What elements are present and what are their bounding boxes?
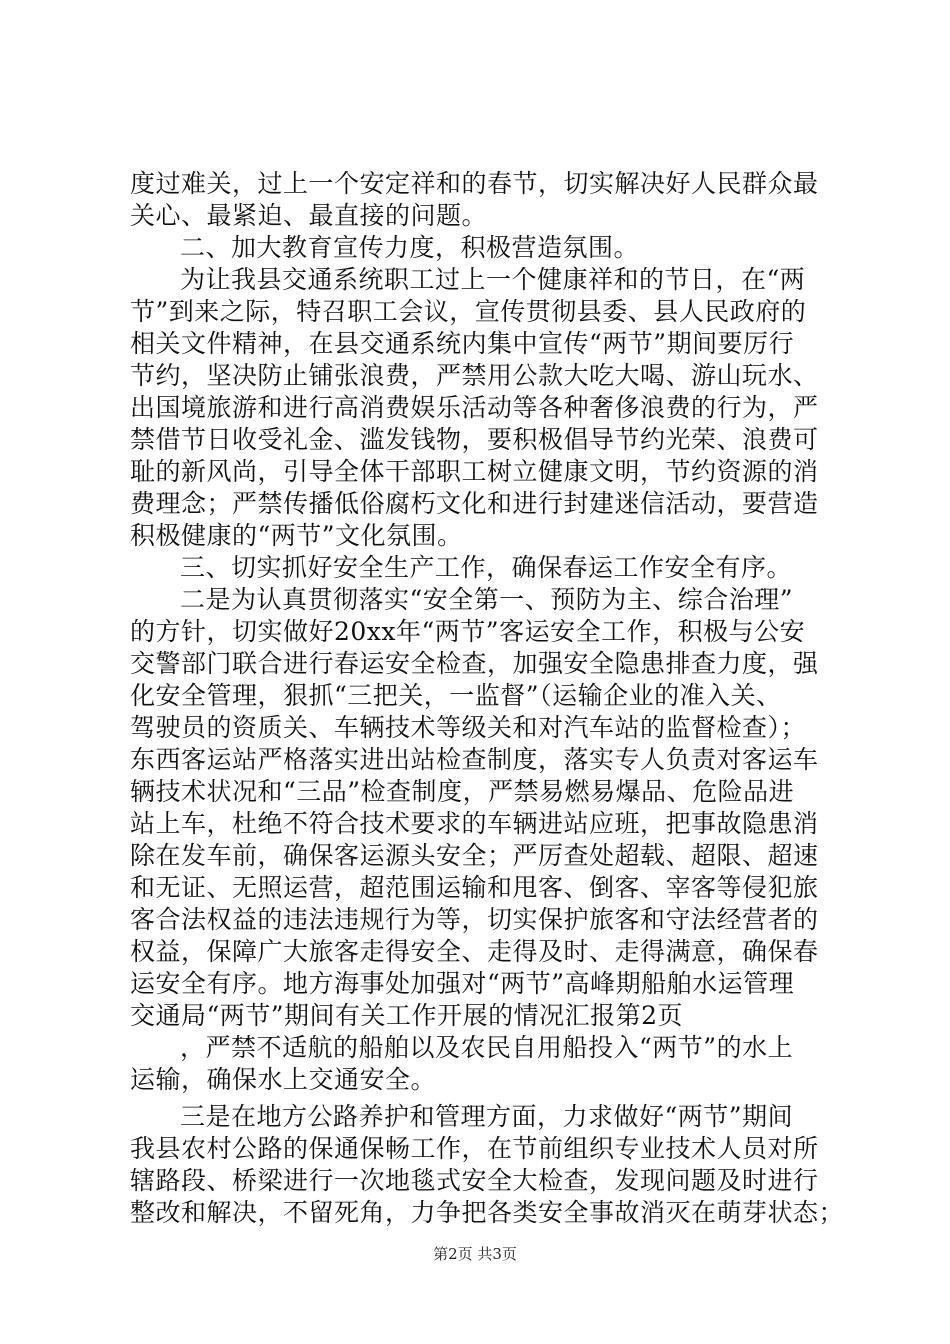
text-line: 三、切实抓好安全生产工作，确保春运工作安全有序。 (180, 553, 793, 582)
text-line: 辆技术状况和“三品”检查制度，严禁易燃易爆品、危险品进 (130, 777, 795, 806)
text-line: 费理念；严禁传播低俗腐朽文化和进行封建迷信活动，要营造 (130, 489, 819, 518)
text-line: 积极健康的“两节”文化氛围。 (130, 521, 463, 550)
text-line: 辖路段、桥梁进行一次地毯式安全大检查，发现问题及时进行 (130, 1166, 819, 1195)
text-line: 除在发车前，确保客运源头安全；严厉查处超载、超限、超速 (130, 841, 819, 870)
text-line: 化安全管理，狠抓“三把关，一监督”（运输企业的准入关、 (130, 681, 782, 710)
text-line: 禁借节日收受礼金、滥发钱物，要积极倡导节约光荣、浪费可 (130, 425, 819, 454)
text-line: 驾驶员的资质关、车辆技术等级关和对汽车站的监督检查）； (130, 713, 807, 742)
text-line: 二是为认真贯彻落实“安全第一、预防为主、综合治理” (180, 585, 794, 614)
page-footer: 第2页 共3页 (433, 1245, 517, 1263)
text-line: 交警部门联合进行春运安全检查，加强安全隐患排查力度，强 (130, 649, 819, 678)
document-body (130, 168, 850, 1229)
text-line: 交通局“两节”期间有关工作开展的情况汇报第2页 (130, 1001, 683, 1030)
text-line: 运输，确保水上交通安全。 (130, 1065, 437, 1094)
text-line: 运安全有序。地方海事处加强对“两节”高峰期船舶水运管理 (130, 969, 795, 998)
text-line: 权益，保障广大旅客走得安全、走得及时、走得满意，确保春 (130, 937, 819, 966)
text-line: 我县农村公路的保通保畅工作，在节前组织专业技术人员对所 (130, 1134, 819, 1163)
text-line: 三是在地方公路养护和管理方面，力求做好“两节”期间 (180, 1102, 794, 1131)
text-line: 节”到来之际，特召职工会议，宣传贯彻县委、县人民政府的 (130, 297, 807, 326)
text-line: 关心、最紧迫、最直接的问题。 (130, 201, 488, 230)
text-line: 出国境旅游和进行高消费娱乐活动等各种奢侈浪费的行为，严 (130, 393, 819, 422)
text-line: 耻的新风尚，引导全体干部职工树立健康文明，节约资源的消 (130, 457, 819, 486)
text-line: 二、加大教育宣传力度，积极营造氛围。 (180, 233, 640, 262)
text-line: 整改和解决，不留死角，力争把各类安全事故消灭在萌芽状态； (130, 1198, 845, 1227)
text-line: 度过难关，过上一个安定祥和的春节，切实解决好人民群众最 (130, 169, 819, 198)
text-line: 相关文件精神，在县交通系统内集中宣传“两节”期间要厉行 (130, 329, 795, 358)
text-line: 客合法权益的违法违规行为等，切实保护旅客和守法经营者的 (130, 905, 819, 934)
text-line: 为让我县交通系统职工过上一个健康祥和的节日，在“两 (180, 265, 806, 294)
text-line: 站上车，杜绝不符合技术要求的车辆进站应班，把事故隐患消 (130, 809, 819, 838)
text-line: 东西客运站严格落实进出站检查制度，落实专人负责对客运车 (130, 745, 819, 774)
text-line: 和无证、无照运营，超范围运输和甩客、倒客、宰客等侵犯旅 (130, 873, 819, 902)
text-line: 的方针，切实做好20xx年“两节”客运安全工作，积极与公安 (130, 617, 806, 646)
text-line: 节约，坚决防止铺张浪费，严禁用公款大吃大喝、游山玩水、 (130, 361, 819, 390)
text-line: ，严禁不适航的船舶以及农民自用船投入“两节”的水上 (180, 1033, 794, 1062)
